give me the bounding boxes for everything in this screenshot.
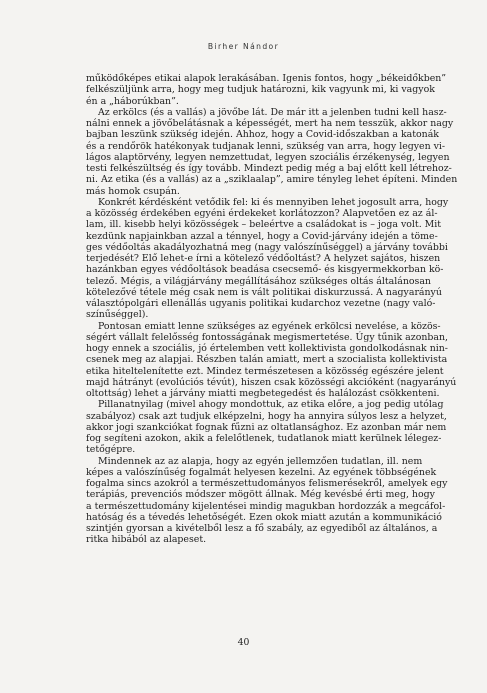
text-line: ni. Az etika (és a vallás) az a „sziklaalap”, amire tényleg lehet építeni. Minden xyxy=(86,174,458,186)
text-line: ges védőoltás akadályozhatná meg (nagy valószínűséggel) a járvány további xyxy=(86,241,448,253)
paragraph xyxy=(86,320,457,400)
paragraph xyxy=(86,196,449,321)
text-line: a természettudomány kijelentései mindig magukban hordozzák a megcáfol- xyxy=(86,500,446,512)
text-line: oltottság) lehet a járvány miatti megbetegedést és halálozást csökkenteni. xyxy=(86,388,440,399)
text-line: én a „háborúkban”. xyxy=(86,95,179,107)
text-line: ritka hibából az alapeset. xyxy=(86,534,207,546)
text-line: hazánkban egyes védőoltások beadása csecsemő- és kisgyermekkorban kö- xyxy=(86,264,444,276)
text-line: működőképes etikai alapok lerakásában. Igenis fontos, hogy „békeidőkben” xyxy=(86,73,447,84)
text-line: fogalma sincs azokról a természettudományos felismerésekről, amelyek egy xyxy=(86,478,448,489)
text-line: Az erkölcs (és a vallás) a jövőbe lát. De már itt a jelenben tudni kell hasz- xyxy=(98,106,447,118)
text-line: kötelezővé tétele még csak nem is vált politikai diskurzussá. A nagyarányú xyxy=(86,286,442,298)
text-line: szabályoz) csak azt tudjuk elképzelni, hogy ha annyira súlyos lesz a helyzet, xyxy=(86,410,447,422)
page-number: 40 xyxy=(237,637,250,648)
text-line: bajban leszünk szükség idején. Ahhoz, hogy a Covid-időszakban a katonák xyxy=(86,129,439,141)
paragraph xyxy=(86,73,447,107)
text-line: etika hiteltelenítette ezt. Mindez természetesen a közösség egészére jelent xyxy=(86,365,444,377)
text-line: csenek meg az alapjai. Részben talán amiatt, mert a szocialista kollektivista xyxy=(86,354,448,366)
text-line: a közösség érdekében egyéni érdekeket korlátozzon? Alapvetően ez az ál- xyxy=(86,208,438,219)
text-line: Pontosan emiatt lenne szükséges az egyének erkölcsi nevelése, a közös- xyxy=(98,320,441,332)
text-line: hatóság és a tévedés lehetőségét. Ezen okok miatt azután a kommunikáció xyxy=(86,511,442,523)
text-line: Pillanatnyilag (mivel ahogy mondottuk, az etika előre, a jog pedig utólag xyxy=(98,399,444,411)
text-line: lágos alaptörvény, legyen nemzettudat, legyen szociális érzékenység, legyen xyxy=(86,151,450,163)
text-line: színűséggel). xyxy=(86,309,149,321)
text-line: felkészüljünk arra, hogy meg tudjuk határozni, kik vagyunk mi, ki vagyok xyxy=(86,84,435,96)
text-line: szintjén gyorsan a kivételből lesz a fő szabály, az egyediből az általános, a xyxy=(86,523,438,534)
page-body xyxy=(86,73,458,546)
text-line: terjedését? Elő lehet-e írni a kötelező védőoltást? A helyzet sajátos, hiszen xyxy=(86,253,441,264)
text-line: akkor jogi szankciókat fognak fűzni az oltatlansághoz. Ez azonban már nem xyxy=(86,421,447,433)
text-line: telező. Mégis, a világjárvány megállításához szükséges oltás általánosan xyxy=(86,275,431,287)
text-line: képes a valószínűség fogalmát helyesen kezelni. Az egyének többségének xyxy=(86,466,437,478)
text-line: lam, ill. kisebb helyi közösségek – beleértve a családokat is – joga volt. Mit xyxy=(86,219,442,231)
paragraph xyxy=(86,399,447,456)
text-line: Mindennek az az alapja, hogy az egyén jellemzően tudatlan, ill. nem xyxy=(98,455,423,467)
text-line: Konkrét kérdésként vetődik fel: ki és mennyiben lehet jogosult arra, hogy xyxy=(98,196,449,208)
paragraph xyxy=(86,106,458,197)
text-line: hogy ennek a szociális, jó értelemben vett kollektivista gondolkodásnak nin- xyxy=(86,343,448,354)
text-line: kezdünk napjainkban azzal a ténnyel, hogy a Covid-járvány idején a töme- xyxy=(86,230,438,242)
text-line: fog segíteni azokon, akik a felelőtlenek, tudatlanok miatt kerülnek lélegez- xyxy=(86,433,442,444)
text-line: választópolgári ellenállás ugyanis politikai kudarchoz vezetne (nagy való- xyxy=(86,298,436,309)
text-line: és a rendőrök hatékonyak tudjanak lenni, szükség van arra, hogy legyen vi- xyxy=(86,140,446,152)
paragraph xyxy=(86,455,448,546)
text-line: nálni ennek a jövőbelátásnak a képességét, mert ha nem tesszük, akkor nagy xyxy=(86,118,454,129)
text-line: ségért vállalt felelősség fontosságának megismertetése. Úgy tűnik azonban, xyxy=(86,331,448,343)
text-line: tetőgépre. xyxy=(86,444,136,456)
text-line: majd hátrányt (evolúciós tévút), hiszen csak közösségi akcióként (nagyarányú xyxy=(86,376,457,388)
running-header: Birher Nándor xyxy=(207,42,280,51)
text-line: terápiás, prevenciós módszer mögött állnak. Még kevésbé érti meg, hogy xyxy=(86,489,435,501)
text-line: más homok csupán. xyxy=(86,185,180,197)
text-line: testi felkészültség és így tovább. Mindezt pedig még a baj előtt kell létrehoz- xyxy=(86,163,452,174)
